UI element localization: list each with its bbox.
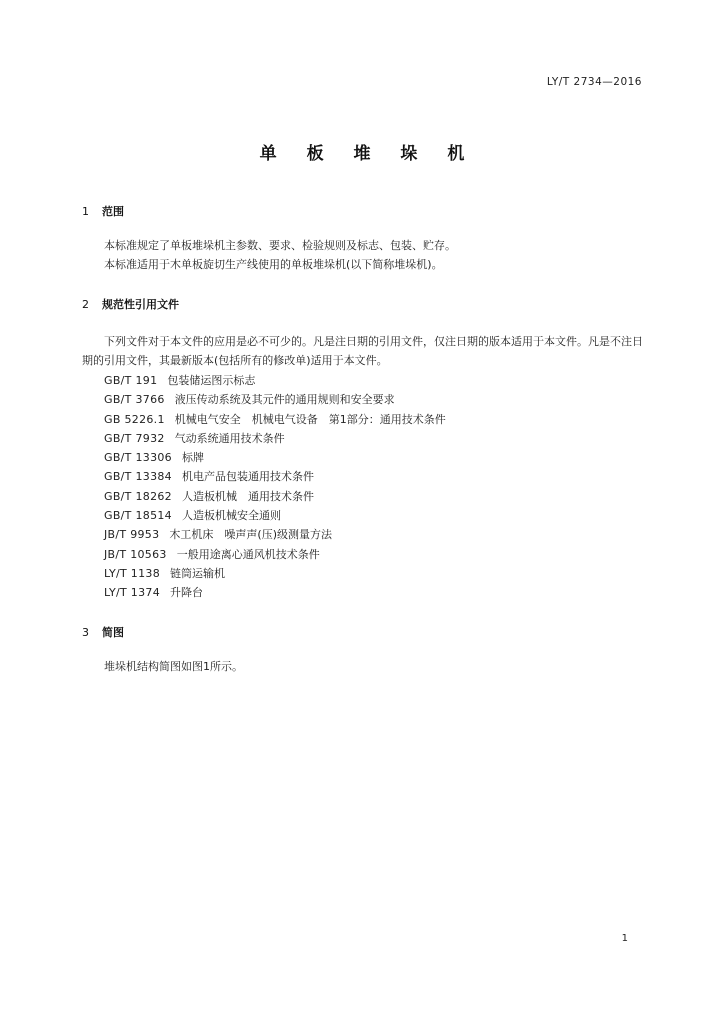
reference-code: GB/T 3766 bbox=[104, 393, 165, 407]
reference-item bbox=[104, 487, 446, 506]
reference-code: GB/T 13384 bbox=[104, 470, 172, 484]
section-3-heading bbox=[82, 624, 124, 640]
reference-code: GB/T 7932 bbox=[104, 431, 165, 445]
reference-title: 包装储运图示标志 bbox=[167, 374, 256, 387]
reference-title: 气动系统通用技术条件 bbox=[174, 431, 285, 445]
reference-title: 机械电气安全 机械电气设备 第1部分：通用技术条件 bbox=[174, 412, 446, 426]
section-title: 规范性引用文件 bbox=[102, 298, 179, 311]
section-1-body bbox=[82, 236, 644, 274]
reference-item bbox=[104, 448, 446, 467]
reference-title: 机电产品包装通用技术条件 bbox=[182, 470, 314, 484]
reference-item bbox=[104, 545, 446, 564]
section-number: 3 bbox=[82, 626, 89, 639]
section-title: 简图 bbox=[102, 626, 124, 639]
reference-title: 升降台 bbox=[170, 586, 204, 600]
section-2-heading bbox=[82, 296, 179, 312]
paragraph: 本标准规定了单板堆垛机主参数、要求、检验规则及标志、包装、贮存。 bbox=[104, 239, 456, 252]
reference-code: JB/T 10563 bbox=[104, 547, 167, 561]
reference-item bbox=[104, 564, 446, 583]
reference-title: 液压传动系统及其元件的通用规则和安全要求 bbox=[174, 393, 395, 407]
section-1-heading bbox=[82, 203, 124, 219]
reference-item bbox=[104, 506, 446, 525]
paragraph: 堆垛机结构简图如图1所示。 bbox=[104, 660, 243, 673]
reference-code: GB/T 191 bbox=[104, 374, 158, 387]
reference-code: GB/T 13306 bbox=[104, 451, 172, 465]
reference-list bbox=[104, 371, 446, 603]
section-3-body bbox=[82, 657, 644, 676]
reference-item bbox=[104, 525, 446, 544]
reference-code: GB 5226.1 bbox=[104, 412, 165, 426]
reference-item bbox=[104, 583, 446, 602]
reference-code: GB/T 18514 bbox=[104, 509, 172, 523]
reference-item bbox=[104, 410, 446, 429]
reference-title: 标牌 bbox=[182, 451, 204, 465]
section-number: 2 bbox=[82, 298, 89, 311]
standard-code: LY/T 2734—2016 bbox=[546, 76, 642, 88]
reference-title: 一般用途离心通风机技术条件 bbox=[176, 547, 320, 561]
paragraph: 本标准适用于木单板旋切生产线使用的单板堆垛机(以下简称堆垛机)。 bbox=[104, 258, 443, 271]
reference-title: 链筒运输机 bbox=[170, 566, 226, 580]
section-number: 1 bbox=[82, 205, 89, 218]
section-2-intro: 下列文件对于本文件的应用是必不可少的。凡是注日期的引用文件，仅注日期的版本适用于本文件。凡是不注日期的引用文件，其最新版本(包括所有的修改单)适用于本文件。 bbox=[82, 335, 643, 367]
reference-item bbox=[104, 429, 446, 448]
reference-item bbox=[104, 390, 446, 409]
reference-code: LY/T 1374 bbox=[104, 586, 161, 600]
section-title: 范围 bbox=[102, 205, 124, 218]
reference-item bbox=[104, 467, 446, 486]
reference-title: 人造板机械安全通则 bbox=[182, 509, 281, 523]
reference-title: 人造板机械 通用技术条件 bbox=[182, 489, 314, 503]
page-number: 1 bbox=[621, 933, 628, 944]
reference-title: 木工机床 噪声声(压)级测量方法 bbox=[169, 528, 333, 542]
reference-code: JB/T 9953 bbox=[104, 528, 160, 542]
reference-code: GB/T 18262 bbox=[104, 489, 172, 503]
document-title: 单 板 堆 垛 机 bbox=[259, 144, 477, 164]
reference-code: LY/T 1138 bbox=[104, 566, 161, 580]
reference-item bbox=[104, 371, 446, 390]
